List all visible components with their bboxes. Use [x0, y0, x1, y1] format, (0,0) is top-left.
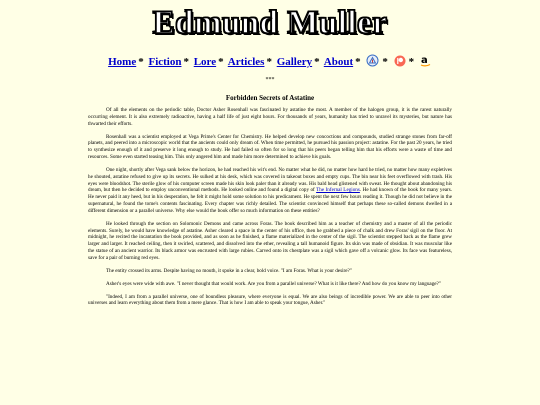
- nav-lore-link[interactable]: Lore: [193, 56, 217, 69]
- story-paragraph: He looked through the section on Solomonic Demons and came across Foras. The book described him as a teacher of chemistry and a master of all the periodic elements. Surely, he would have knowledge of astatine. Asher cleared a space in the center of his office, then he grabbed a piece of chalk and drew Foras' sigil on the floor. At midnight, he recited the incantation the book provided, and as soon as he finished, a flame materialized in the center of the sigil. The scientist stepped back as the flame grew larger and larger. It reached ceiling, then it swirled, scattered, and dissolved into the ether, revealing a tall humanoid figure. Its skin was made of obsidian. It was muscular like the statue of an ancient warrior. Its black armor was encrusted with large rubies. Carved onto its chestplate was a sigil which gave off a volcanic glow. Its face was featureless, save for a pair of burning red eyes.: [88, 220, 452, 261]
- story-paragraph: The entity crossed its arms. Despite having no mouth, it spoke in a clear, bold voice. "I am Foras. What is your desire?": [106, 267, 352, 274]
- story-body: [88, 107, 452, 313]
- story-paragraph: Rosenhall was a scientist employed at Vega Prime's Center for Chemistry. He helped develop new concoctions and compounds, studied strange stones from far-off planets, and peered into a microscopic world that the ancients could only dream of. When time permitted, he pursued his passion project: astatine. For the past 20 years, he tried to synthesize enough of it and preserve it long enough to study. He had failed so often for so long that his peers began telling him that his efforts were a waste of time and resources. Some even started teasing him. This only angered him and made him more determined to achieve his goals.: [88, 133, 452, 160]
- nav-separator: *: [382, 56, 388, 69]
- story-paragraph: [88, 167, 452, 215]
- patreon-icon[interactable]: [394, 55, 406, 71]
- nav-fiction-link[interactable]: Fiction: [148, 56, 182, 69]
- nav-separator: *: [314, 56, 320, 69]
- nav-separator: *: [183, 56, 189, 69]
- nav-about-link[interactable]: About: [323, 56, 354, 69]
- nav-separator: *: [266, 56, 272, 69]
- story-title: Forbidden Secrets of Astatine: [225, 94, 315, 102]
- main-nav: [0, 54, 540, 71]
- infernal-legions-link[interactable]: The Infernal Legions: [316, 187, 360, 194]
- nav-home-link[interactable]: Home: [108, 56, 137, 69]
- site-header: [0, 4, 540, 42]
- story-text: . He had known of the book for many years. He never paid it any heed, but in his desperation, he felt it might hold some solution to his predicament. He spent the next few hours reading it. Though he did not believe in the supernatural, he found the tome's contents fascinating. Every chapter was richly detailed. The scientist convinced himself that perhaps these so-called demons dwelled in a different dimension or a parallel universe. Why else would the book offer so much information on these entities?: [88, 187, 453, 214]
- site-title[interactable]: Edmund Muller: [152, 5, 388, 41]
- mastodon-style-icon[interactable]: [366, 54, 379, 71]
- nav-separator: *: [355, 56, 361, 69]
- nav-separator: *: [218, 56, 224, 69]
- nav-separator: *: [138, 56, 144, 69]
- story-paragraph: Of all the elements on the periodic table, Doctor Asher Rosenhall was fascinated by astatine the most. A member of the halogen group, it is the rarest naturally occurring element. It is also extremely radioactive, having a half life of just eight hours. For thousands of years, humanity has tried to unravel its mysteries, but nature has thwarted their efforts.: [88, 107, 452, 127]
- svg-text:a: a: [420, 55, 428, 66]
- section-divider: ***: [265, 77, 275, 83]
- amazon-icon[interactable]: [420, 54, 431, 71]
- story-paragraph: "Indeed, I am from a parallel universe, one of boundless pleasure, where everyone is equal. We are also beings of incredible power. We are able to peer into other universes and learn everything about them from a mere glance. That is how I am able to speak your tongue, Asher.": [88, 293, 452, 307]
- nav-gallery-link[interactable]: Gallery: [276, 56, 313, 69]
- story-paragraph: Asher's eyes were wide with awe. "I never thought that would work. Are you from a parallel universe? What is it like there? And how do you know my language?": [106, 280, 441, 287]
- nav-separator: *: [408, 56, 415, 69]
- nav-articles-link[interactable]: Articles: [227, 56, 265, 69]
- story-text: One night, shortly after Vega sank below the horizon, he had reached his wit's end. No matter what he did, no matter how hard he tried, no matter how many expletives he shouted, astatine refused to give up its secrets. He sulked at his desk, which was covered in takeout boxes and empty cups. The bin near his feet overflowed with trash. His eyes were bloodshot. The sterile glow of his computer screen made his skin look paler than it already was. His bald head glistened with sweat. He thought about abandoning his dream, but then he decided to employ unconventional methods. He looked online and found a digital copy of: [88, 166, 452, 194]
